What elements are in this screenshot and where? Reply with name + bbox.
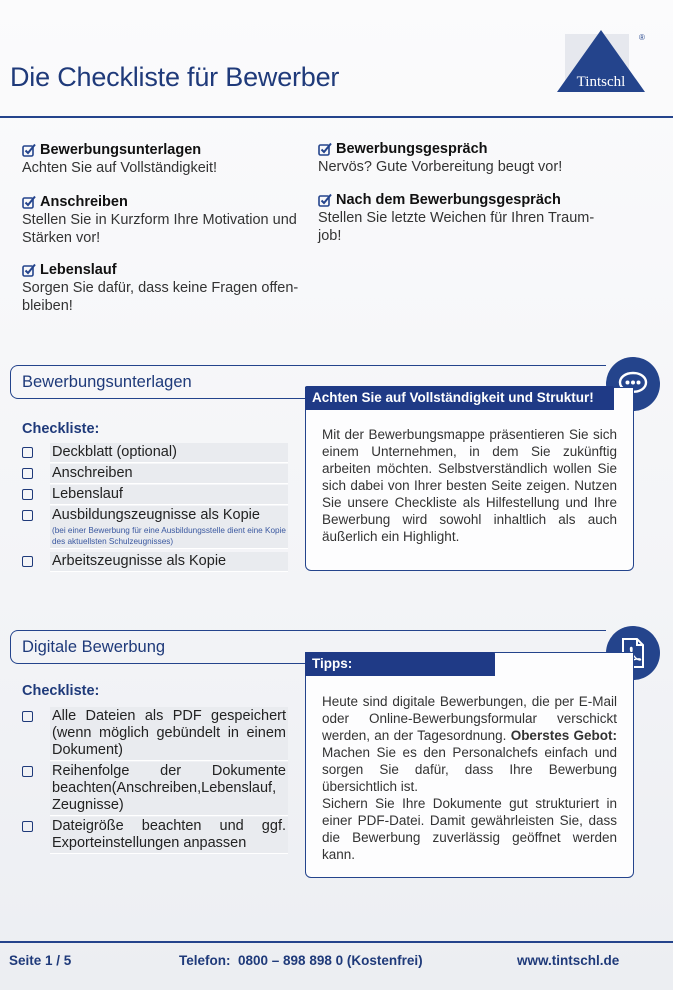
page-title: Die Checkliste für Bewerber xyxy=(10,62,340,92)
checklist-item-label: Alle Dateien als PDF gespeichert (wenn möglich gebündelt in einem Dokument) xyxy=(50,707,288,761)
tintschl-logo[interactable] xyxy=(555,28,647,94)
intro-item-anschreiben xyxy=(22,193,312,247)
checkmark-icon xyxy=(22,143,36,157)
checklist-item-label: Arbeitszeugnisse als Kopie xyxy=(50,552,288,572)
intro-head: Anschreiben xyxy=(40,194,128,210)
website-link[interactable]: www.tintschl.de xyxy=(517,953,620,968)
intro-head: Lebenslauf xyxy=(40,262,117,278)
checklist-item-label: Deckblatt (optional) xyxy=(50,443,288,463)
intro-head: Nach dem Bewerbungsgespräch xyxy=(336,192,561,208)
checklist-item-label: Ausbildungszeugnisse als Kopie xyxy=(52,507,260,523)
intro-text: Sorgen Sie dafür, dass keine Fragen offen-bleiben! xyxy=(22,280,299,314)
checkmark-icon xyxy=(22,263,36,277)
page-number: Seite 1 / 5 xyxy=(9,953,72,968)
intro-head: Bewerbungsgespräch xyxy=(336,141,488,157)
logo-text: Tintschl xyxy=(576,74,626,90)
tipps-text-2: Machen Sie es den Personalchefs einfach und sorgen Sie dafür, dass Ihre Bewerbung übersichtlich ist. xyxy=(322,745,617,794)
intro-text: Stellen Sie in Kurzform Ihre Motivation und Stärken vor! xyxy=(22,212,297,246)
checklist-item-label: Dateigröße beachten und ggf. Exporteinstellungen anpassen xyxy=(50,817,288,854)
phone-number[interactable]: Telefon: 0800 – 898 898 0 (Kostenfrei) xyxy=(179,953,423,968)
intro-item-nach-dem-gespraech xyxy=(318,191,608,245)
intro-text: Stellen Sie letzte Weichen für Ihren Traum-job! xyxy=(318,210,595,244)
checklist-item[interactable] xyxy=(22,817,288,854)
checkbox[interactable] xyxy=(22,821,33,832)
checklist-item[interactable] xyxy=(22,443,288,463)
checklist-item[interactable] xyxy=(22,485,288,505)
footer-divider xyxy=(0,941,673,943)
checklist-item-label: Reihenfolge der Dokumente beachten(Anschreiben,Lebenslauf, Zeugnisse) xyxy=(50,762,288,816)
checklist-item[interactable] xyxy=(22,552,288,572)
info-box-title: Achten Sie auf Vollständigkeit und Struktur! xyxy=(305,386,614,410)
checkmark-icon xyxy=(318,142,332,156)
checkbox[interactable] xyxy=(22,447,33,458)
checkmark-icon xyxy=(22,195,36,209)
checkbox[interactable] xyxy=(22,556,33,567)
checklist-item-label: Lebenslauf xyxy=(50,485,288,505)
checklist-item[interactable] xyxy=(22,506,288,549)
tipps-text-1: Heute sind digitale Bewerbungen, die per E-Mail oder Online-Bewerbungsformular verschickt werden, an der Tagesordnung. xyxy=(322,694,617,743)
intro-item-lebenslauf xyxy=(22,261,312,315)
checklist-item-note: (bei einer Bewerbung für eine Ausbildungsstelle dient eine Kopie des aktuellsten Schulzeugnisses) xyxy=(52,526,286,546)
checkbox[interactable] xyxy=(22,766,33,777)
intro-item-bewerbungsunterlagen xyxy=(22,141,312,177)
intro-item-bewerbungsgespraech xyxy=(318,140,608,176)
checklist-title: Checkliste: xyxy=(22,683,100,699)
registered-mark: ® xyxy=(639,33,645,42)
info-box-title: Tipps: xyxy=(305,652,495,676)
checkmark-icon xyxy=(318,193,332,207)
info-box-text: Mit der Bewerbungsmappe präsentieren Sie sich einem Unternehmen, in dem Sie zukünftig arbeiten möchten. Selbstverständlich wollen Sie sich dabei von Ihrer besten Seite zeigen. Nutzen Sie unsere Checkliste als Hilfestellung und Ihre Bewerbung wird sowohl inhaltlich als auch äußerlich ein Highlight. xyxy=(322,427,617,544)
checkbox[interactable] xyxy=(22,711,33,722)
header-divider xyxy=(0,116,673,118)
intro-text: Achten Sie auf Vollständigkeit! xyxy=(22,160,218,176)
checklist-item-with-note xyxy=(50,506,288,549)
section-title: Bewerbungsunterlagen xyxy=(22,373,192,391)
intro-head: Bewerbungsunterlagen xyxy=(40,142,202,158)
checklist-item-label: Anschreiben xyxy=(50,464,288,484)
checklist-title: Checkliste: xyxy=(22,421,100,437)
tipps-text-bold: Oberstes Gebot: xyxy=(510,728,617,743)
checklist-item[interactable] xyxy=(22,707,288,761)
intro-text: Nervös? Gute Vorbereitung beugt vor! xyxy=(318,159,563,175)
checklist-item[interactable] xyxy=(22,762,288,816)
checkbox[interactable] xyxy=(22,468,33,479)
checkbox[interactable] xyxy=(22,489,33,500)
info-box-text xyxy=(322,693,617,863)
checkbox[interactable] xyxy=(22,510,33,521)
section-title: Digitale Bewerbung xyxy=(22,638,166,656)
checklist-item[interactable] xyxy=(22,464,288,484)
tipps-text-3: Sichern Sie Ihre Dokumente gut strukturiert in einer PDF-Datei. Damit gewährleisten Sie, dass die Bewerbung zuverlässig geöffnet werden kann. xyxy=(322,796,617,862)
